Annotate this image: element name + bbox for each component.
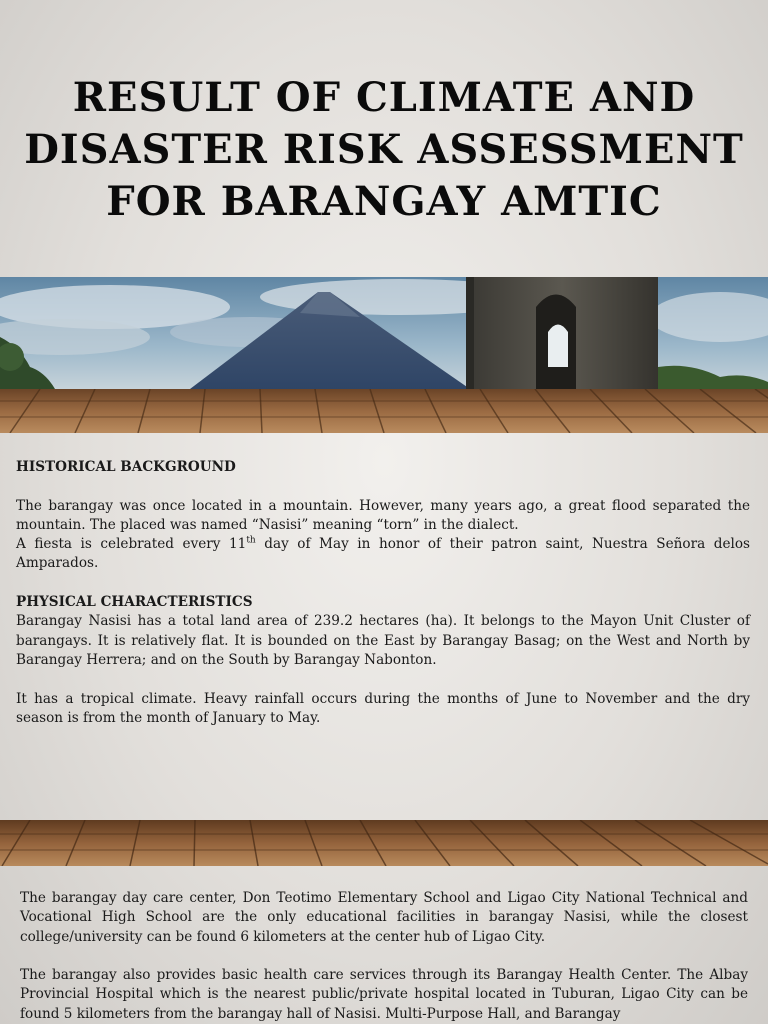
content-block-facilities: [20, 889, 748, 1024]
historical-p2-text-end: day of May in honor of their patron saint, Nuestra Señora delos Amparados.: [16, 536, 750, 572]
landscape-image: [0, 277, 768, 389]
wood-floor-image: [0, 389, 768, 433]
physical-paragraph-2: It has a tropical climate. Heavy rainfall occurs during the months of June to November and the dry season is from the month of January to May.: [16, 690, 750, 726]
physical-paragraph-1: Barangay Nasisi has a total land area of 239.2 hectares (ha). It belongs to the Mayon Unit Cluster of barangays. It is relatively flat. It is bounded on the East by Barangay Basag; on the West and North by Barangay Herrera; and on the South by Barangay Nabonton.: [16, 613, 750, 668]
facilities-paragraph-1: The barangay day care center, Don Teotimo Elementary School and Ligao City National Technical and Vocational High School are the only educational facilities in barangay Nasisi, while the closest college/university can be found 6 kilometers at the center hub of Ligao City.: [20, 890, 748, 945]
facilities-paragraph-2: The barangay also provides basic health care services through its Barangay Health Center. The Albay Provincial Hospital which is the nearest public/private hospital located in Tuburan, Ligao City can be found 5 kilometers from the barangay hall of Nasisi. Multi-Purpose Hall, and Barangay: [20, 967, 748, 1022]
wood-floor-top: [0, 389, 768, 433]
title-line-1: RESULT OF CLIMATE AND: [72, 74, 696, 121]
historical-paragraph-1: The barangay was once located in a mountain. However, many years ago, a great flood separated the mountain. The placed was named “Nasisi” meaning “torn” in the dialect.: [16, 497, 750, 533]
wood-floor-image: [0, 820, 768, 866]
wood-floor-bottom: [0, 820, 768, 866]
historical-paragraph-2: [16, 535, 750, 574]
slide-title-block: [0, 72, 768, 228]
physical-heading: PHYSICAL CHARACTERISTICS: [16, 594, 253, 611]
slide-title: [0, 72, 768, 228]
banner-photo: [0, 277, 768, 389]
historical-p2-text: A fiesta is celebrated every 11: [16, 536, 247, 553]
historical-heading: HISTORICAL BACKGROUND: [16, 459, 236, 475]
content-block-history-physical: [16, 458, 750, 728]
title-line-2: DISASTER RISK ASSESSMENT: [24, 126, 744, 173]
superscript-th: th: [246, 535, 256, 546]
title-line-3: FOR BARANGAY AMTIC: [106, 178, 662, 225]
